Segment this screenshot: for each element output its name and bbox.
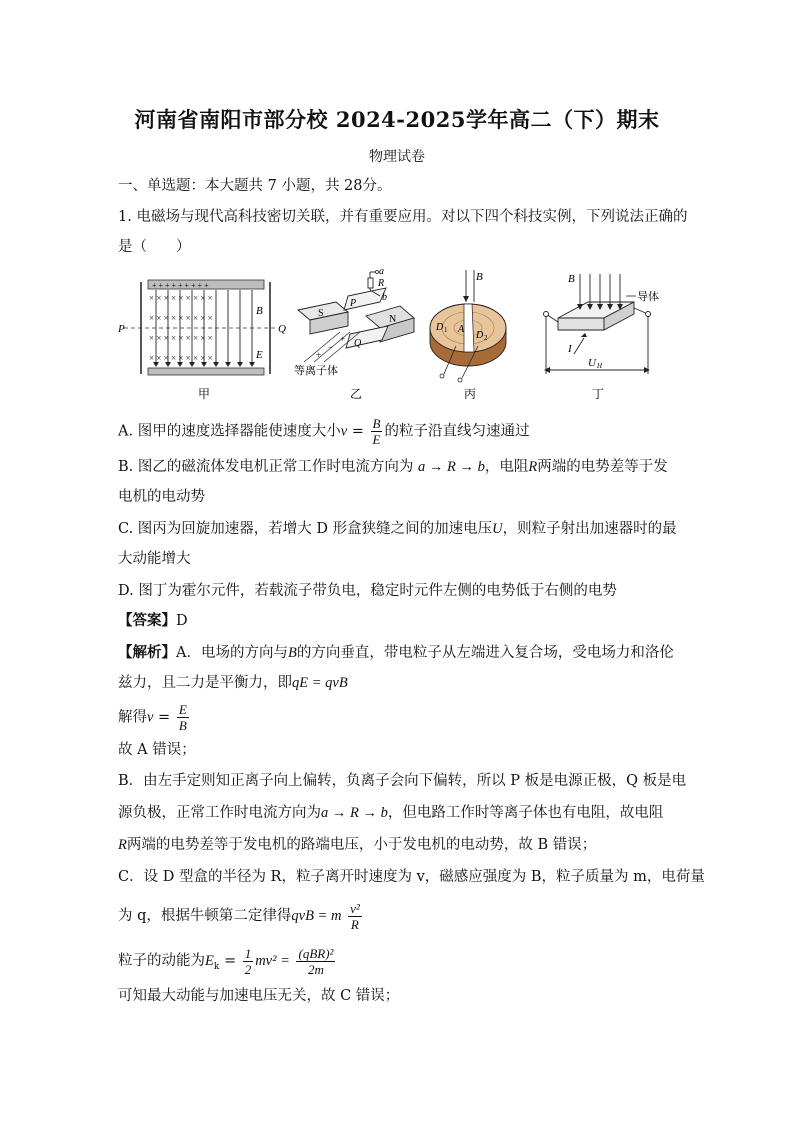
figure-bing bbox=[430, 270, 506, 401]
figure-jia bbox=[118, 280, 286, 401]
plasma-label: 等离子体 bbox=[294, 365, 338, 377]
analysis-a-line-3: 解得v = $\frac{E}{B}$ bbox=[118, 702, 187, 733]
label-yi: 乙 bbox=[350, 387, 363, 401]
svg-text:× × × × × × × × ×: × × × × × × × × × bbox=[149, 313, 213, 323]
svg-text:E: E bbox=[256, 349, 263, 361]
option-a: A. 图甲的速度选择器能使速度大小v = $\frac{B}{E}$ 的粒子沿直线匀速通过 bbox=[118, 416, 530, 447]
svg-text:B: B bbox=[568, 273, 575, 285]
svg-text:b: b bbox=[382, 292, 387, 303]
plus-signs: + + + + + + + + + bbox=[152, 281, 209, 290]
conductor-label: 导体 bbox=[637, 291, 659, 303]
svg-text:A: A bbox=[458, 324, 465, 335]
svg-text:P: P bbox=[350, 298, 357, 309]
svg-text:Q: Q bbox=[354, 338, 362, 349]
svg-text:+: + bbox=[316, 350, 322, 360]
svg-text:S: S bbox=[318, 308, 324, 319]
option-c-line-2: 大动能增大 bbox=[118, 551, 191, 567]
option-b-line-1: B. 图乙的磁流体发电机正常工作时电流方向为 a → R → b，电阻R两端的电势差等于发 bbox=[118, 459, 668, 475]
answer: 【答案】D bbox=[118, 612, 188, 629]
question-figure bbox=[118, 266, 678, 406]
svg-text:× × × × × × × × ×: × × × × × × × × × bbox=[149, 333, 213, 343]
question-stem-line-1: 1. 电磁场与现代高科技密切关联，并有重要应用。对以下四个科技实例，下列说法正确的 bbox=[118, 209, 688, 225]
svg-text:−: − bbox=[328, 342, 334, 352]
svg-text:1: 1 bbox=[444, 326, 448, 334]
analysis-c-conclusion: 可知最大动能与加速电压无关，故 C 错误； bbox=[118, 988, 400, 1004]
option-b-line-2: 电机的电动势 bbox=[118, 489, 205, 505]
svg-text:Q: Q bbox=[278, 323, 286, 335]
svg-text:D: D bbox=[436, 322, 444, 333]
analysis-a-conclusion: 故 A 错误； bbox=[118, 742, 196, 758]
svg-text:U: U bbox=[588, 357, 596, 369]
figure-yi bbox=[294, 266, 414, 401]
svg-text:B: B bbox=[476, 271, 483, 283]
svg-text:N: N bbox=[389, 314, 397, 325]
analysis-a-line-1: 【解析】A．电场的方向与B的方向垂直，带电粒子从左端进入复合场，受电场力和洛伦 bbox=[118, 644, 674, 661]
analysis-c-line-2: 为 q，根据牛顿第二定律得qvB = m $\frac{\text{v²}}{R}$ bbox=[118, 900, 360, 932]
svg-text:2: 2 bbox=[484, 334, 488, 342]
analysis-c-line-3: 粒子的动能为$E_k$ = $\frac{1}{2}$ mv² = $\frac{\text{(qBR)²}}{2m}$ bbox=[118, 945, 334, 977]
section-heading: 一、单选题：本大题共 7 小题，共 28分。 bbox=[118, 178, 392, 194]
label-ding: 丁 bbox=[592, 387, 605, 401]
option-d: D. 图丁为霍尔元件，若载流子带负电，稳定时元件左侧的电势低于右侧的电势 bbox=[118, 583, 617, 599]
analysis-a-line-2: 兹力，且二力是平衡力，即qE = qvB bbox=[118, 675, 348, 691]
svg-text:D: D bbox=[476, 330, 484, 341]
svg-text:R: R bbox=[378, 278, 385, 289]
option-c-line-1: C. 图丙为回旋加速器，若增大 D 形盒狭缝之间的加速电压U，则粒子射出加速器时的最 bbox=[118, 521, 677, 537]
svg-text:+: + bbox=[340, 334, 346, 344]
label-jia: 甲 bbox=[198, 387, 211, 401]
svg-text:I: I bbox=[568, 343, 572, 355]
analysis-c-line-1: C．设 D 型盒的半径为 R，粒子离开时速度为 v，磁感应强度为 B，粒子质量为 m，电荷量 bbox=[118, 869, 705, 885]
analysis-b-line-2: 源负极，正常工作时电流方向为a → R → b，但电路工作时等离子体也有电阻，故电阻 bbox=[118, 805, 664, 821]
page-title: 河南省南阳市部分校 2024-2025学年高二（下）期末 bbox=[134, 107, 660, 132]
svg-text:× × × × × × × × ×: × × × × × × × × × bbox=[149, 293, 213, 303]
page-subtitle: 物理试卷 bbox=[369, 149, 425, 165]
svg-text:H: H bbox=[597, 362, 603, 370]
question-stem-line-2: 是（ ） bbox=[118, 239, 191, 255]
svg-text:a: a bbox=[379, 266, 384, 277]
analysis-b-line-3: R两端的电势差等于发电机的路端电压，小于发电机的电动势，故 B 错误； bbox=[118, 837, 597, 853]
figure-ding bbox=[544, 273, 660, 401]
analysis-b-line-1: B．由左手定则知正离子向上偏转，负离子会向下偏转，所以 P 板是电源正极，Q 板是电 bbox=[118, 773, 687, 789]
label-bing: 丙 bbox=[464, 387, 477, 401]
svg-text:P: P bbox=[118, 323, 125, 335]
svg-text:× × × × × × × × ×: × × × × × × × × × bbox=[149, 353, 213, 363]
svg-text:B: B bbox=[256, 305, 263, 317]
